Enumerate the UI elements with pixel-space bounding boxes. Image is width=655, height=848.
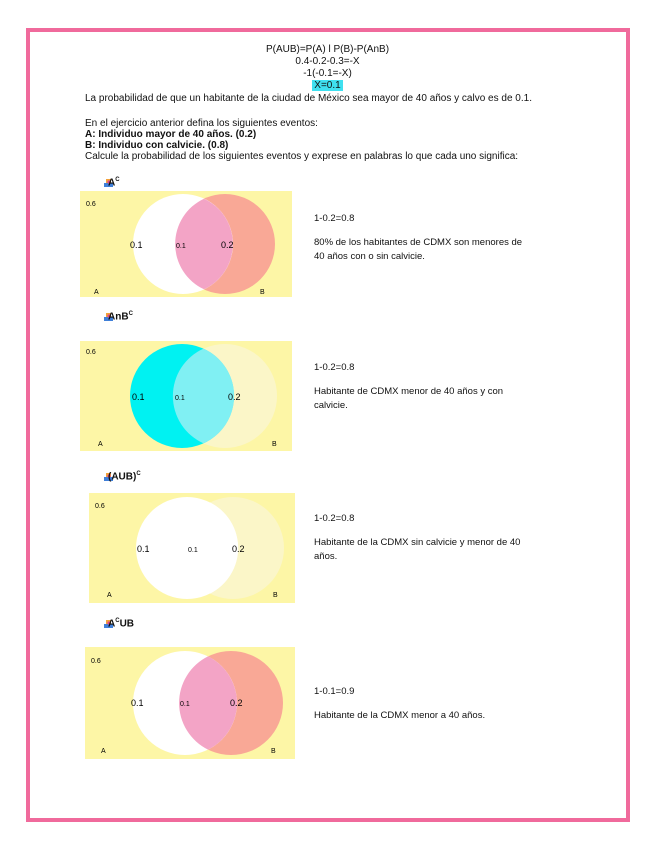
formula-result-row — [0, 80, 655, 92]
a-only-value: 0.1 — [137, 544, 150, 554]
exercise-4-heading: $A^CUB$ — [108, 618, 135, 630]
meaning: Habitante de la CDMX sin calvicie y menor de 40 años. — [314, 537, 521, 562]
label-a: A — [98, 441, 103, 448]
formula-line-1: P(AUB)=P(A) l P(B)-P(AnB) — [265, 44, 390, 55]
b-only-value: 0.2 — [232, 544, 245, 554]
label-b: B — [260, 289, 265, 296]
meaning: Habitante de CDMX menor de 40 años y con calvicie. — [314, 386, 504, 411]
calculation: 1-0.2=0.8 — [314, 213, 355, 224]
calculation: 1-0.1=0.9 — [314, 686, 355, 697]
b-only-value: 0.2 — [228, 392, 241, 402]
intersection-value: 0.1 — [175, 395, 185, 402]
universe-value: 0.6 — [86, 201, 96, 208]
label-a: A — [101, 748, 106, 755]
b-only-value: 0.2 — [230, 698, 243, 708]
intersection-value: 0.1 — [180, 701, 190, 708]
a-only-value: 0.1 — [132, 392, 145, 402]
label-a: A — [107, 592, 112, 599]
exercise-3-heading: (AUB)$^C$ — [108, 471, 141, 483]
exercise-2-heading: AnB$^C$ — [108, 311, 133, 323]
venn-diagram-2 — [80, 341, 292, 451]
a-only-value: 0.1 — [131, 698, 144, 708]
formula-result: X=0.1 — [314, 80, 341, 91]
intro-text: En el ejercicio anterior defina los siguientes eventos: — [85, 118, 318, 129]
calculation: 1-0.2=0.8 — [314, 513, 355, 524]
a-only-value: 0.1 — [130, 240, 143, 250]
conclusion-text: La probabilidad de que un habitante de la ciudad de México sea mayor de 40 años y calvo es de 0.1. — [85, 93, 532, 104]
exercise-1-answer — [314, 212, 524, 274]
b-only-value: 0.2 — [221, 240, 234, 250]
label-b: B — [273, 592, 278, 599]
meaning: 80% de los habitantes de CDMX son menores de 40 años con o sin calvicie. — [314, 237, 523, 262]
calculation: 1-0.2=0.8 — [314, 362, 355, 373]
intersection-value: 0.1 — [176, 243, 186, 250]
exercise-2-answer — [314, 361, 524, 423]
intersection-value: 0.1 — [188, 547, 198, 554]
label-a: A — [94, 289, 99, 296]
meaning: Habitante de la CDMX menor a 40 años. — [314, 710, 486, 721]
instruction-text: Calcule la probabilidad de los siguientes eventos y exprese en palabras lo que cada uno significa: — [85, 151, 519, 162]
exercise-3-answer — [314, 512, 524, 574]
formula-line-3: -1(-0.1=-X) — [303, 68, 352, 79]
event-b-definition: B: Individuo con calvicie. (0.8) — [85, 140, 229, 151]
exercise-4-answer — [314, 685, 524, 733]
venn-diagram-3 — [89, 493, 295, 603]
universe-value: 0.6 — [95, 503, 105, 510]
exercise-1-heading: $A^C$ — [108, 177, 120, 189]
universe-value: 0.6 — [86, 349, 96, 356]
label-b: B — [271, 748, 276, 755]
event-a-definition: A: Individuo mayor de 40 años. (0.2) — [85, 129, 257, 140]
label-b: B — [272, 441, 277, 448]
venn-diagram-1 — [80, 191, 292, 297]
formula-line-2: 0.4-0.2-0.3=-X — [295, 56, 360, 67]
venn-diagram-4 — [85, 647, 295, 759]
universe-value: 0.6 — [91, 658, 101, 665]
